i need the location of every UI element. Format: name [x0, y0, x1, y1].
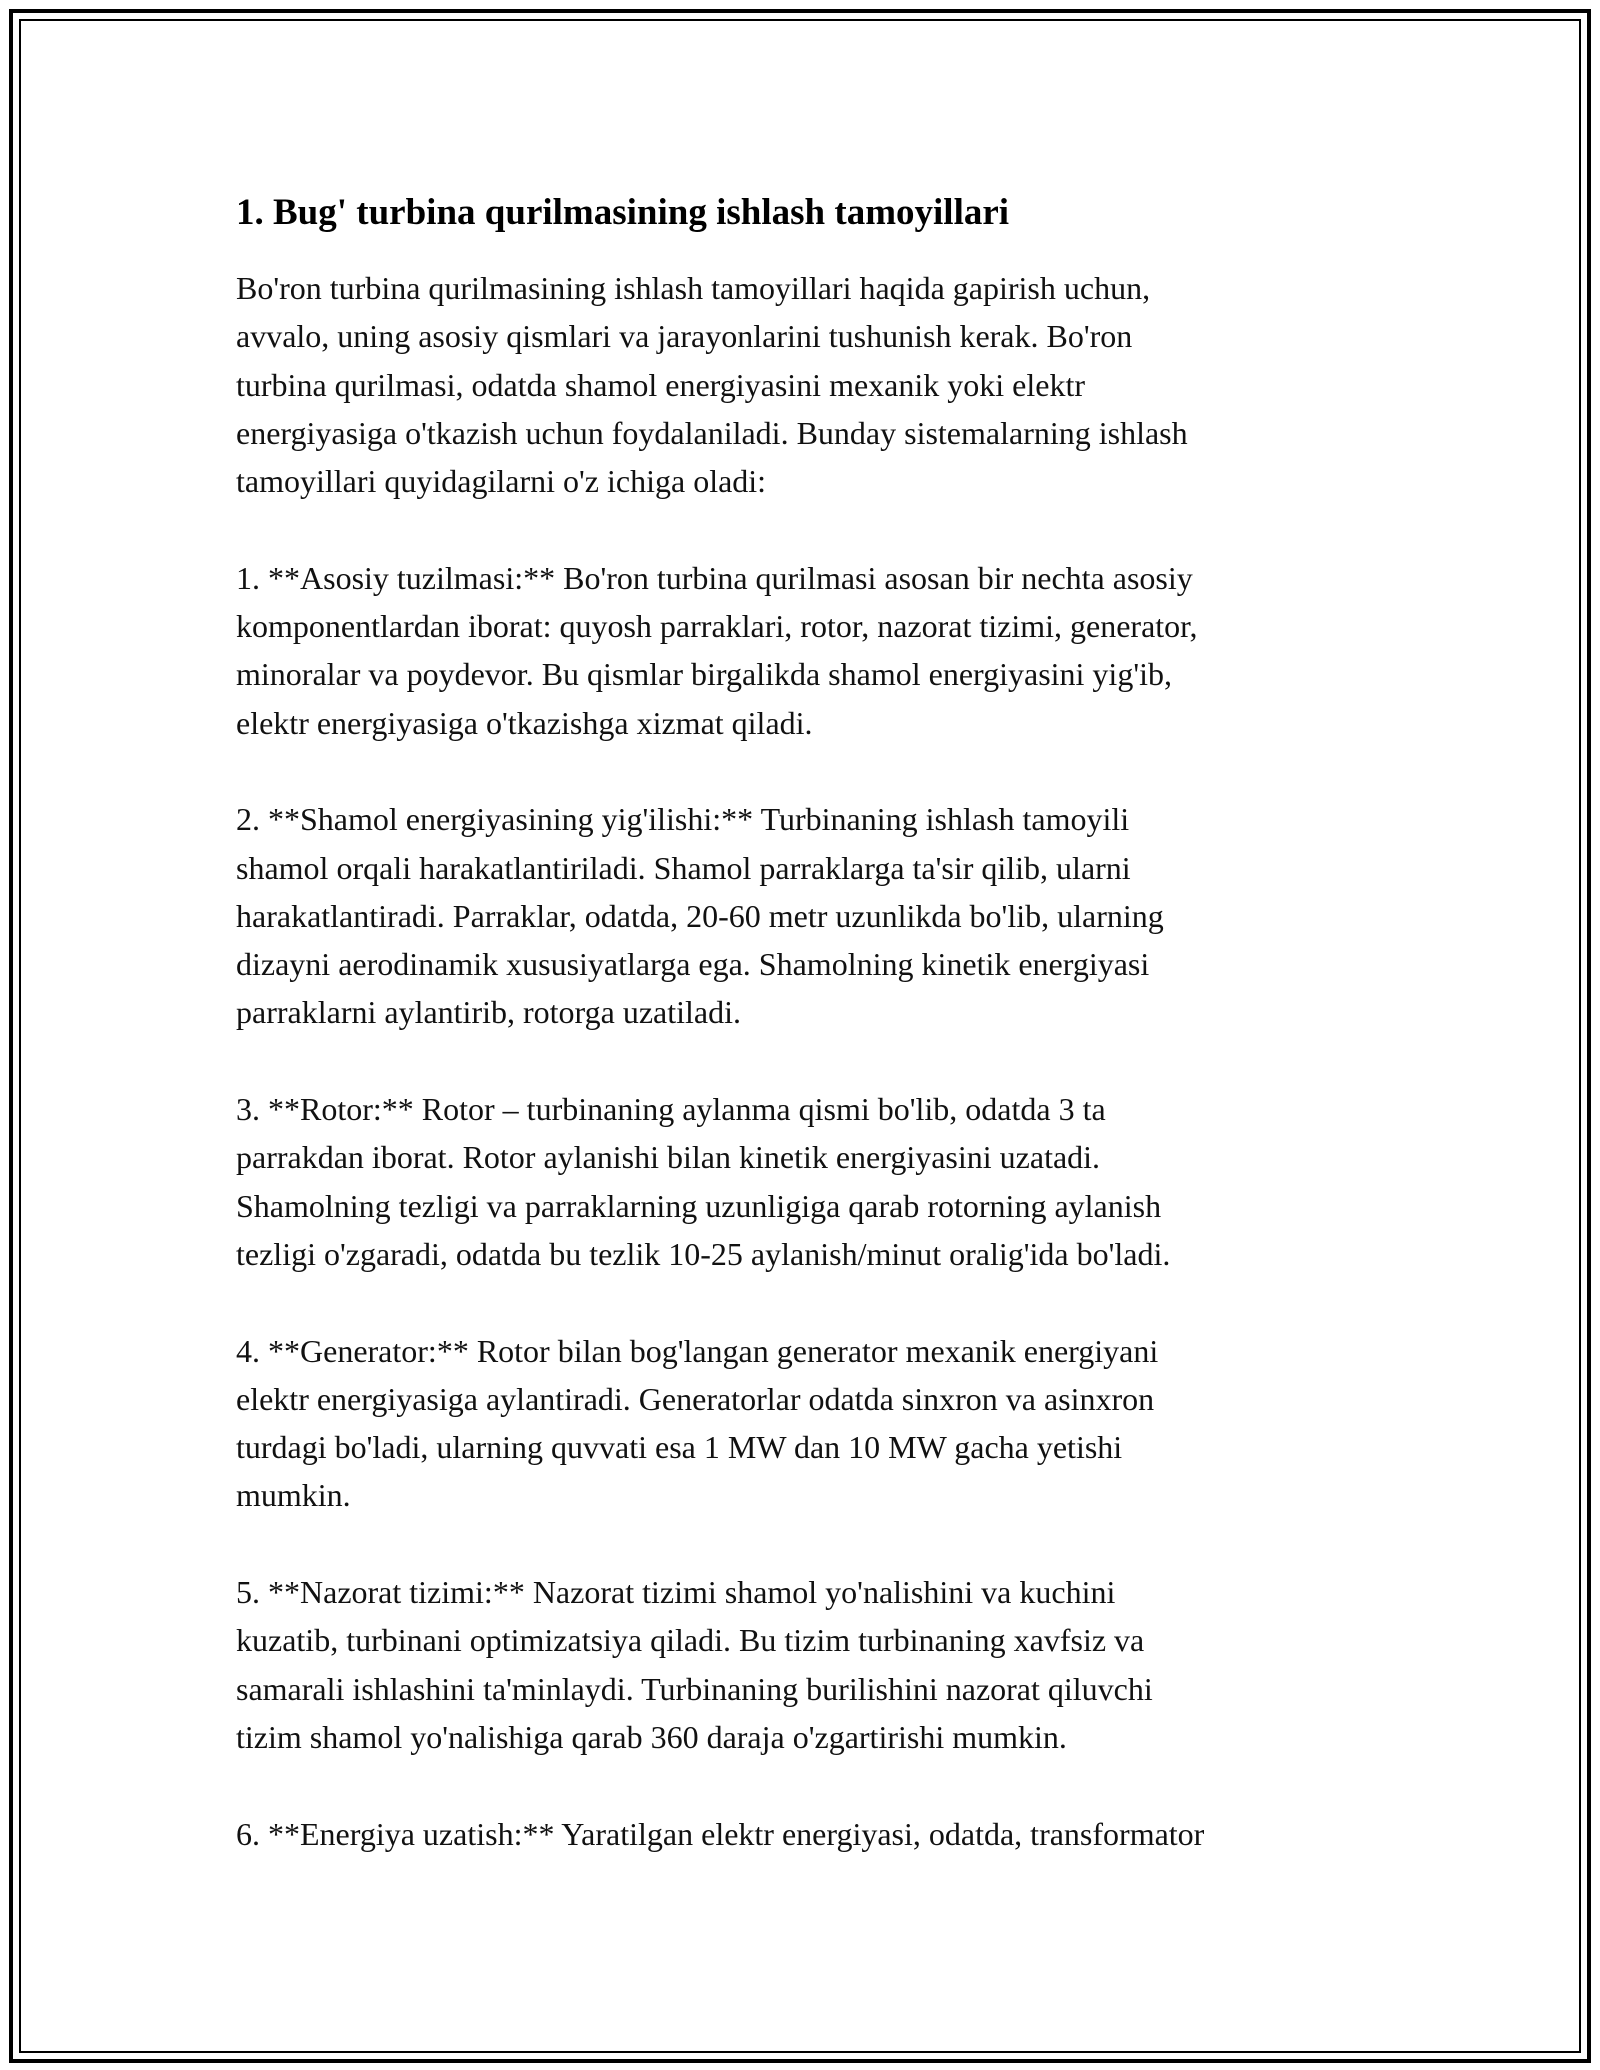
- list-item-paragraph: [236, 1085, 1376, 1278]
- list-item-paragraph: [236, 795, 1376, 1036]
- list-item-paragraph: [236, 554, 1376, 747]
- text-line: tamoyillari quyidagilarni o'z ichiga oladi:: [236, 463, 767, 500]
- text-line: Shamolning tezligi va parraklarning uzunligiga qarab rotorning aylanish: [236, 1187, 1162, 1224]
- text-line: 4. **Generator:** Rotor bilan bog'langan generator mexanik energiyani: [236, 1332, 1159, 1369]
- list-item-paragraph: [236, 1327, 1376, 1520]
- text-line: minoralar va poydevor. Bu qismlar birgalikda shamol energiyasini yig'ib,: [236, 656, 1172, 693]
- text-line: avvalo, uning asosiy qismlari va jarayonlarini tushunish kerak. Bo'ron: [236, 318, 1133, 355]
- list-item-paragraph: [236, 1568, 1376, 1761]
- text-line: parrakdan iborat. Rotor aylanishi bilan kinetik energiyasini uzatadi.: [236, 1139, 1101, 1176]
- text-line: kuzatib, turbinani optimizatsiya qiladi. Bu tizim turbinaning xavfsiz va: [236, 1622, 1145, 1659]
- text-line: dizayni aerodinamik xususiyatlarga ega. Shamolning kinetik energiyasi: [236, 946, 1150, 983]
- text-line: energiyasiga o'tkazish uchun foydalaniladi. Bunday sistemalarning ishlash: [236, 414, 1188, 451]
- text-line: 3. **Rotor:** Rotor – turbinaning aylanma qismi bo'lib, odatda 3 ta: [236, 1091, 1106, 1128]
- section-heading: 1. Bug' turbina qurilmasining ishlash tamoyillari: [236, 192, 1010, 233]
- intro-paragraph: [236, 264, 1376, 505]
- list-item-paragraph: [236, 1810, 1376, 1858]
- text-line: elektr energiyasiga o'tkazishga xizmat qiladi.: [236, 704, 813, 741]
- document-body: [236, 264, 1376, 1858]
- text-line: turbina qurilmasi, odatda shamol energiyasini mexanik yoki elektr: [236, 366, 1085, 403]
- text-line: 1. **Asosiy tuzilmasi:** Bo'ron turbina qurilmasi asosan bir nechta asosiy: [236, 559, 1193, 596]
- text-line: komponentlardan iborat: quyosh parraklari, rotor, nazorat tizimi, generator,: [236, 608, 1198, 645]
- text-line: 6. **Energiya uzatish:** Yaratilgan elektr energiyasi, odatda, transformator: [236, 1815, 1205, 1852]
- text-line: 2. **Shamol energiyasining yig'ilishi:** Turbinaning ishlash tamoyili: [236, 801, 1130, 838]
- document-content: [236, 186, 1376, 1858]
- text-line: samarali ishlashini ta'minlaydi. Turbinaning burilishini nazorat qiluvchi: [236, 1670, 1153, 1707]
- text-line: shamol orqali harakatlantiriladi. Shamol parraklarga ta'sir qilib, ularni: [236, 849, 1131, 886]
- text-line: mumkin.: [236, 1477, 351, 1514]
- text-line: harakatlantiradi. Parraklar, odatda, 20-60 metr uzunlikda bo'lib, ularning: [236, 897, 1164, 934]
- text-line: tizim shamol yo'nalishiga qarab 360 daraja o'zgartirishi mumkin.: [236, 1718, 1067, 1755]
- text-line: parraklarni aylantirib, rotorga uzatiladi.: [236, 994, 741, 1031]
- text-line: 5. **Nazorat tizimi:** Nazorat tizimi shamol yo'nalishini va kuchini: [236, 1574, 1116, 1611]
- text-line: turdagi bo'ladi, ularning quvvati esa 1 MW dan 10 MW gacha yetishi: [236, 1429, 1123, 1466]
- text-line: tezligi o'zgaradi, odatda bu tezlik 10-25 aylanish/minut oralig'ida bo'ladi.: [236, 1235, 1171, 1272]
- text-line: elektr energiyasiga aylantiradi. Generatorlar odatda sinxron va asinxron: [236, 1380, 1155, 1417]
- text-line: Bo'ron turbina qurilmasining ishlash tamoyillari haqida gapirish uchun,: [236, 270, 1151, 306]
